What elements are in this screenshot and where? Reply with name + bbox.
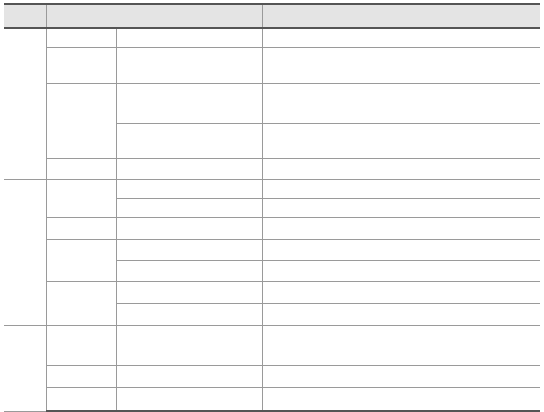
indicator-cell	[116, 387, 262, 411]
table-header-row	[4, 4, 540, 28]
definition-cell	[262, 179, 540, 198]
category-cell	[4, 179, 46, 325]
subcategory-cell	[46, 83, 116, 158]
definition-cell	[262, 365, 540, 387]
subcategory-cell	[46, 365, 116, 387]
table-row	[4, 239, 540, 260]
table-row	[4, 217, 540, 239]
definition-cell	[262, 303, 540, 325]
definition-cell	[262, 260, 540, 281]
table-row	[4, 158, 540, 179]
definition-cell	[262, 387, 540, 411]
indicator-cell	[116, 47, 262, 83]
subcategory-cell	[46, 47, 116, 83]
indicator-cell	[116, 198, 262, 217]
definition-cell	[262, 28, 540, 47]
header-category	[4, 4, 46, 28]
category-cell	[4, 28, 46, 179]
header-indicator	[46, 4, 262, 28]
subcategory-cell	[46, 217, 116, 239]
indicator-cell	[116, 28, 262, 47]
subcategory-cell	[46, 179, 116, 217]
subcategory-cell	[46, 281, 116, 325]
definition-cell	[262, 158, 540, 179]
subcategory-cell	[46, 158, 116, 179]
subcategory-cell	[46, 387, 116, 411]
definition-cell	[262, 198, 540, 217]
definition-cell	[262, 239, 540, 260]
definition-cell	[262, 123, 540, 158]
indicator-cell	[116, 303, 262, 325]
definition-cell	[262, 217, 540, 239]
indicator-cell	[116, 325, 262, 365]
subcategory-cell	[46, 28, 116, 47]
indicator-cell	[116, 179, 262, 198]
table-row	[4, 387, 540, 411]
definition-cell	[262, 47, 540, 83]
table-row	[4, 47, 540, 83]
table-row	[4, 179, 540, 198]
subcategory-cell	[46, 325, 116, 365]
indicator-cell	[116, 158, 262, 179]
table-row	[4, 83, 540, 123]
definition-cell	[262, 281, 540, 303]
indicator-cell	[116, 281, 262, 303]
category-cell	[4, 325, 46, 411]
indicator-cell	[116, 83, 262, 123]
definition-cell	[262, 325, 540, 365]
indicator-cell	[116, 365, 262, 387]
header-definition	[262, 4, 540, 28]
indicator-cell	[116, 239, 262, 260]
indicator-table	[4, 3, 540, 412]
definition-cell	[262, 83, 540, 123]
table-row	[4, 325, 540, 365]
subcategory-cell	[46, 239, 116, 281]
table-row	[4, 281, 540, 303]
table-row	[4, 365, 540, 387]
table-row	[4, 28, 540, 47]
indicator-cell	[116, 260, 262, 281]
indicator-cell	[116, 217, 262, 239]
indicator-cell	[116, 123, 262, 158]
